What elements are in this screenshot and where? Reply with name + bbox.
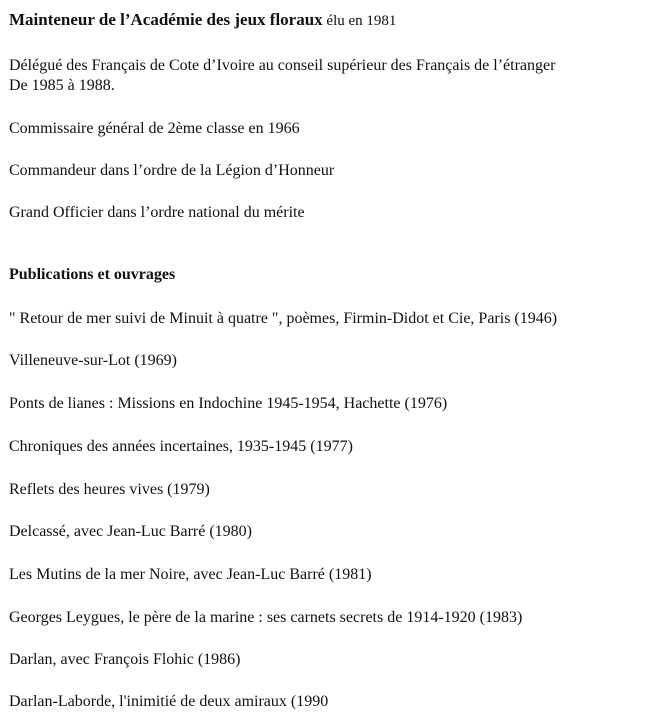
publication-item: Darlan-Laborde, l'inimitié de deux amiraux (1990 — [9, 693, 329, 710]
delegue-line-2: De 1985 à 1988. — [9, 77, 115, 94]
publication-item: Villeneuve-sur-Lot (1969) — [9, 352, 177, 369]
publication-item: " Retour de mer suivi de Minuit à quatre ", poèmes, Firmin-Didot et Cie, Paris (1946) — [9, 310, 558, 327]
commissaire-line: Commissaire général de 2ème classe en 1966 — [9, 120, 300, 137]
mainteneur-line — [9, 10, 396, 31]
delegue-line-1: Délégué des Français de Cote d’Ivoire au conseil supérieur des Français de l’étranger — [9, 57, 556, 74]
grand-officier-line: Grand Officier dans l’ordre national du mérite — [9, 204, 305, 221]
publication-item: Les Mutins de la mer Noire, avec Jean-Luc Barré (1981) — [9, 566, 372, 583]
publication-item: Ponts de lianes : Missions en Indochine 1945-1954, Hachette (1976) — [9, 395, 448, 412]
commandeur-line: Commandeur dans l’ordre de la Légion d’Honneur — [9, 162, 335, 179]
mainteneur-title: Mainteneur de l’Académie des jeux floraux — [9, 10, 323, 29]
mainteneur-year: élu en 1981 — [322, 13, 397, 29]
publication-item: Georges Leygues, le père de la marine : ses carnets secrets de 1914-1920 (1983) — [9, 609, 523, 626]
publications-heading: Publications et ouvrages — [9, 266, 176, 283]
publication-item: Delcassé, avec Jean-Luc Barré (1980) — [9, 523, 252, 540]
publication-item: Chroniques des années incertaines, 1935-1945 (1977) — [9, 438, 353, 455]
publication-item: Reflets des heures vives (1979) — [9, 481, 210, 498]
publication-item: Darlan, avec François Flohic (1986) — [9, 651, 241, 668]
